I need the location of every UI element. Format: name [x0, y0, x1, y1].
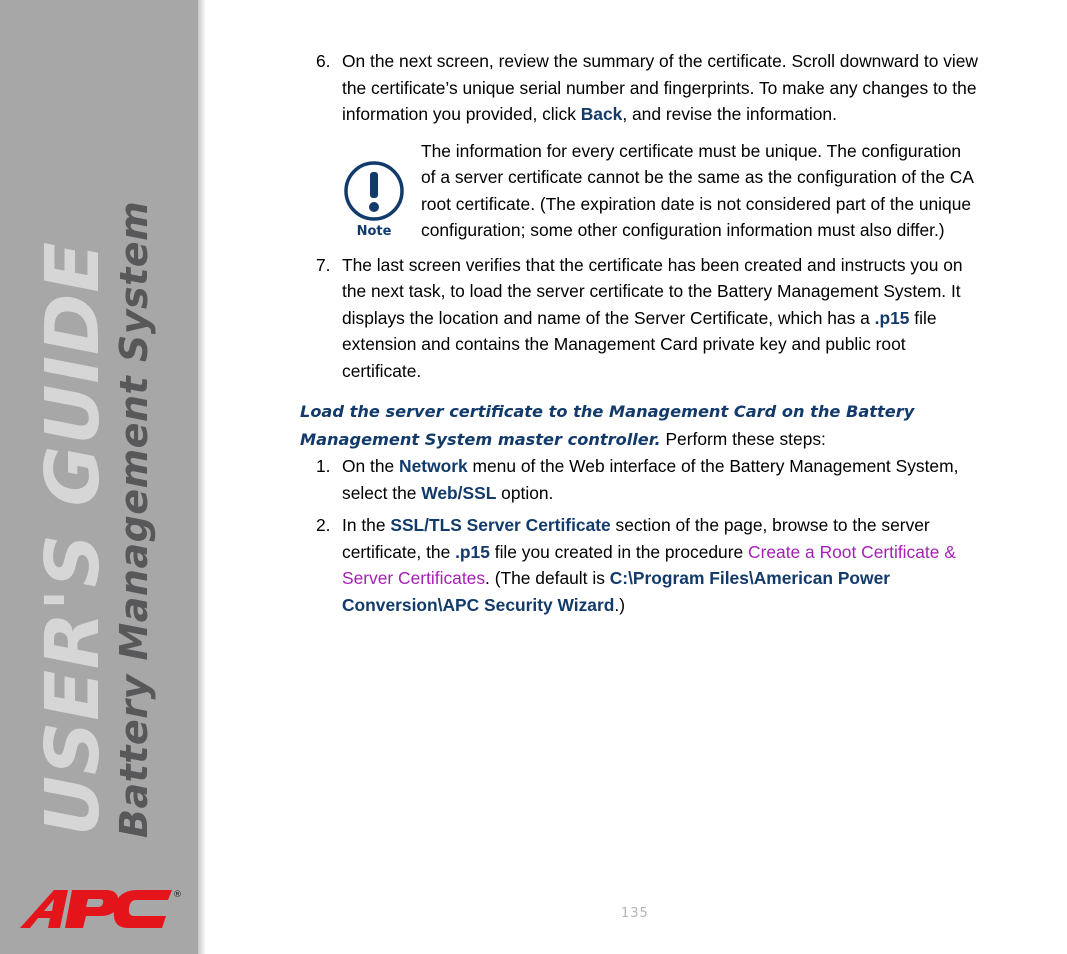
step-text: On the — [342, 456, 400, 476]
sidebar-title: USER'S GUIDE — [30, 241, 116, 836]
step-text: menu of the Web interface of the Battery Management System, select the — [342, 456, 959, 503]
page-content — [300, 48, 980, 618]
step-text: . (The default is — [485, 568, 610, 588]
registered-mark: ® — [173, 890, 182, 900]
page-number: 135 — [621, 906, 649, 921]
section — [300, 398, 980, 453]
step-text: .) — [614, 594, 625, 615]
step-text: section of the page, browse to the server certificate, the — [342, 515, 930, 562]
apc-logo — [20, 886, 180, 932]
default-path-keyword: C:\Program Files\American Power Conversion\APC Security Wizard — [342, 568, 891, 615]
step-text: In the — [342, 515, 391, 535]
step-text: The last screen verifies that the certificate has been created and instructs you on the next task, to load the server certificate to the Battery Management System. It displays the location and name of the Server Certificate, which has a — [342, 254, 963, 328]
step-number: 7. — [316, 254, 331, 275]
network-keyword: Network — [399, 456, 468, 476]
web-ssl-keyword: Web/SSL — [421, 482, 497, 503]
step-text: file extension and contains the Management Card private key and public root certificate. — [342, 307, 937, 381]
step-number: 6. — [316, 51, 331, 71]
step-text: file you created in the procedure — [489, 541, 749, 562]
back-keyword: Back — [580, 104, 623, 124]
step-6 — [300, 48, 980, 128]
step-7 — [300, 252, 980, 385]
note-icon-label: Note — [356, 223, 392, 239]
step-text: On the next screen, review the summary of the certificate. Scroll downward to view the certificate’s unique serial number and fingerprints. To make any changes to the information you provided, click — [342, 51, 978, 124]
section-intro: Perform these steps: — [660, 428, 826, 449]
step-text: option. — [496, 482, 554, 503]
p15-keyword: .p15 — [874, 307, 910, 328]
sidebar-shadow — [198, 0, 206, 954]
section-heading: Load the server certificate to the Management Card on the Battery Management System master controller. — [300, 402, 915, 449]
note-text: The information for every certificate must be unique. The configuration of a server certificate cannot be the same as the configuration of the CA root certificate. (The expiration date is not considered part of the unique configuration; some other configuration information must also differ.) — [421, 140, 973, 240]
sidebar — [0, 0, 198, 954]
create-certificates-link[interactable]: Create a Root Certificate & Server Certificates — [342, 541, 956, 588]
step-number: 2. — [316, 515, 331, 535]
step-number: 1. — [316, 456, 331, 476]
note-box — [300, 138, 980, 244]
step-text: , and revise the information. — [622, 104, 837, 124]
sidebar-subtitle: Battery Management System — [112, 200, 156, 838]
p15-keyword: .p15 — [455, 541, 490, 562]
step-2 — [300, 512, 980, 618]
note-icon — [342, 160, 406, 240]
ssl-tls-keyword: SSL/TLS Server Certificate — [390, 515, 611, 535]
step-1 — [300, 453, 980, 506]
